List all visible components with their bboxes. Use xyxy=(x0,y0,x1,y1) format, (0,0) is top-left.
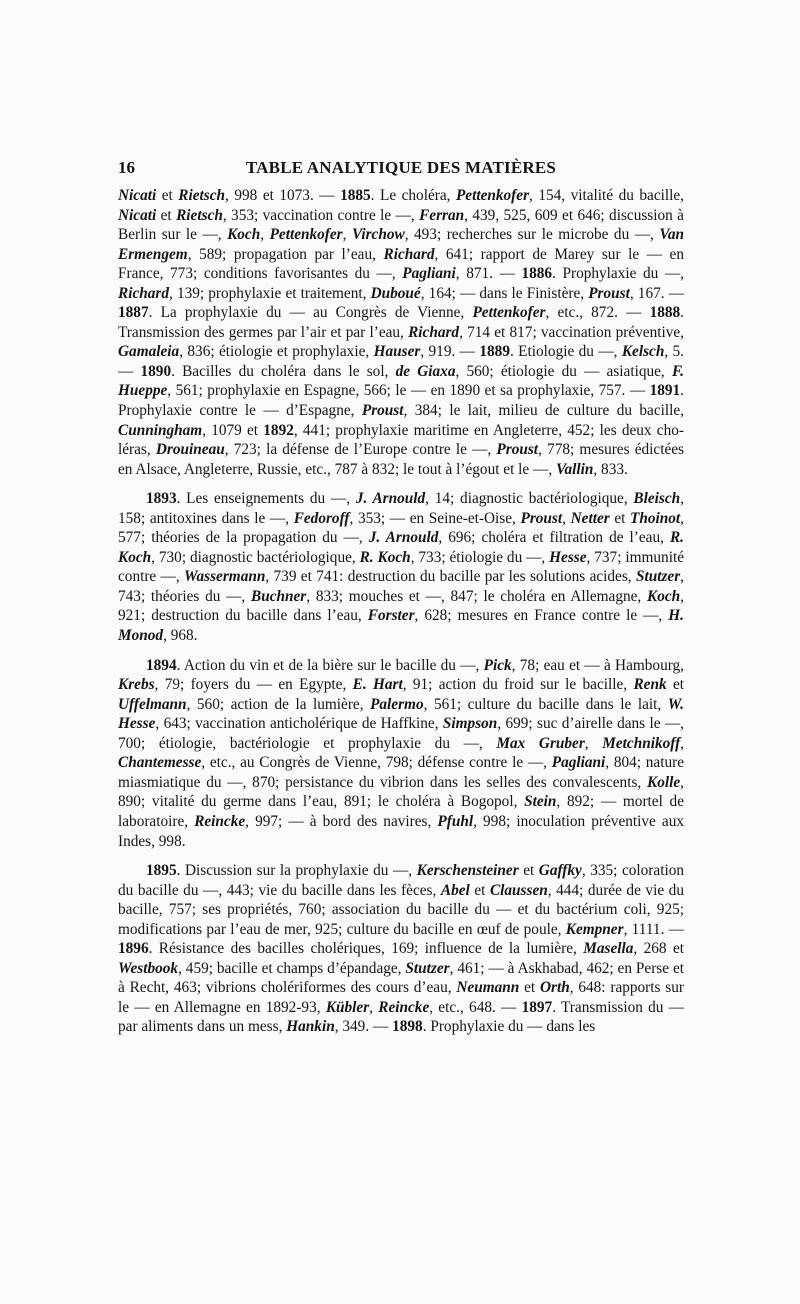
entry-text: et xyxy=(519,979,540,997)
entry-text: , 561; prophylaxie en Espagne, 566; le — en 1890 et sa prophylaxie, 757. — xyxy=(167,382,650,400)
author-name: Fedoroff xyxy=(293,509,350,527)
entry-text: , 560; action de la lumière, xyxy=(186,695,371,713)
entry-text: . Le choléra, xyxy=(370,187,456,204)
entry-text: , 459; bacille et champs d’épandage, xyxy=(178,959,406,977)
entry-text: , 833; mouches et —, 847; le choléra en Allemagne, xyxy=(306,587,647,605)
entry-text: , 699; suc d’airelle dans le —, 700; étiologie, bactériologie et prophylaxie du —, xyxy=(118,715,685,752)
entry-text: , xyxy=(584,734,603,752)
entry-text: . La prophylaxie du — au Congrès de Vienne, xyxy=(148,304,473,322)
author-name: Stutzer xyxy=(635,568,681,586)
author-name: J. Arnould xyxy=(355,490,426,508)
author-name: R. Koch xyxy=(118,529,684,566)
entry-text: , 871. — xyxy=(455,265,522,283)
entry-text: , 997; — à bord des navires, xyxy=(245,812,438,830)
author-name: Gamaleia xyxy=(118,343,180,361)
entry-text: , xyxy=(562,509,571,527)
entry-text: , 461; — à Askhabad, 462; en Perse et à Recht, 463; vibrions cholériformes des cours d’eau, xyxy=(118,959,684,997)
author-name: Vallin xyxy=(555,460,594,478)
author-name: Richard xyxy=(383,245,435,263)
entry-text: , 919. — xyxy=(420,343,480,361)
entry-text: , 998 et 1073. — xyxy=(225,187,341,204)
entry-text: . Etiologie du —, xyxy=(509,343,622,361)
entry-text: , 158; antitoxines dans le —, xyxy=(118,490,684,527)
author-name: Richard xyxy=(408,323,460,341)
author-name: Pettenkofer xyxy=(269,226,343,244)
entry-text: , 439, 525, 609 et 646; discussion à Berlin sur le —, xyxy=(118,206,684,244)
entry-text: , 890; vitalité du germe dans l’eau, 891; le choléra à Bogopol, xyxy=(118,773,684,811)
entry-text: , 968. xyxy=(163,627,198,645)
author-name: Claussen xyxy=(489,881,548,899)
author-name: Thoinot xyxy=(630,509,681,527)
author-name: Proust xyxy=(520,509,563,527)
entry-text: , 353; — en Seine-et-Oise, xyxy=(349,509,521,527)
entry-text: , 1111. — xyxy=(623,920,684,938)
entry-text: . Action du vin et de la bière sur le bacille du —, xyxy=(176,656,484,674)
entry-text: , etc., 648. — xyxy=(429,998,522,1016)
year-heading: 1886 xyxy=(521,265,553,283)
entry-text: . Résistance des bacilles cholériques, 169; influence de la lumière, xyxy=(148,940,584,958)
entry-text: . Prophylaxie du —, xyxy=(552,265,684,283)
entry-text: , 167. — xyxy=(629,284,684,302)
entry-text: , 778; mesures édictées en Alsace, Angleterre, Russie, etc., 787 à 832; le tout à l’égout et le —, xyxy=(118,441,684,478)
index-paragraph xyxy=(118,489,684,645)
author-name: Virchow xyxy=(351,226,405,244)
entry-text: , 353; vaccination contre le —, xyxy=(222,206,420,224)
entry-text: , 561; culture du bacille dans le lait, xyxy=(423,695,668,713)
entry-text: , 921; destruction du bacille dans l’eau, xyxy=(118,587,684,625)
entry-text: . Transmission du — par aliments dans un mess, xyxy=(118,998,684,1036)
entry-text: . Discussion sur la prophylaxie du —, xyxy=(176,862,417,880)
entry-text: , 737; immunité contre —, xyxy=(118,548,684,586)
entry-text: , 5. — xyxy=(118,343,685,380)
author-name: Koch xyxy=(227,226,261,244)
entry-text: et xyxy=(156,187,179,204)
author-name: Richard xyxy=(118,284,169,302)
entry-text: , 641; rapport de Marey sur le — en France, 773; conditions favorisantes du —, xyxy=(118,245,684,283)
year-heading: 1887 xyxy=(118,304,149,322)
year-heading: 1893 xyxy=(146,490,177,508)
entry-text: , 91; action du froid sur le bacille, xyxy=(402,676,634,694)
year-heading: 1894 xyxy=(146,656,177,674)
author-name: Van Ermengem xyxy=(118,226,684,263)
author-name: Ferran xyxy=(419,206,465,224)
entry-text: , 560; étiologie du — asiatique, xyxy=(455,362,672,380)
entry-text: , 739 et 741: destruction du bacille par les solutions acides, xyxy=(265,568,636,586)
entry-text: , 493; recherches sur le microbe du —, xyxy=(404,226,660,244)
year-heading: 1890 xyxy=(140,362,172,380)
author-name: Koch xyxy=(647,587,681,605)
author-name: Abel xyxy=(440,881,470,899)
author-name: Cunningham xyxy=(118,421,203,439)
author-name: Stein xyxy=(524,793,557,811)
entry-text: , 643; vaccination anticholérique de Haffkine, xyxy=(155,715,443,733)
entry-text: , 444; durée de vie du bacille, 757; ses propriétés, 760; association du bacille du — et du bactérium coli, 925; modifications par l’eau de mer, 925; culture du bacille en œuf de poule, xyxy=(118,881,684,938)
author-name: E. Hart xyxy=(352,676,403,694)
entry-text: , 804; nature miasmiatique du —, 870; persistance du vibrion dans les selles des convalescents, xyxy=(118,754,684,791)
author-name: Pettenkofer xyxy=(455,187,530,204)
entry-text: , 335; coloration du bacille du —, 443; vie du bacille dans les fèces, xyxy=(118,862,684,899)
author-name: J. Arnould xyxy=(368,529,439,547)
author-name: Wassermann xyxy=(184,568,266,586)
entry-text: , xyxy=(260,226,270,244)
entry-text: et xyxy=(156,206,177,224)
author-name: Kelsch xyxy=(621,343,665,361)
entry-text: , 139; prophylaxie et traitement, xyxy=(169,284,371,302)
entry-text: et xyxy=(518,862,539,880)
author-name: H. Monod xyxy=(118,607,684,645)
author-name: Pfuhl xyxy=(437,812,474,830)
author-name: Renk xyxy=(633,676,667,694)
entry-text: . Bacilles du choléra dans le sol, xyxy=(171,362,396,380)
entry-text: , 384; le lait, milieu de culture du bacille, xyxy=(403,402,684,420)
author-name: Proust xyxy=(496,441,539,459)
author-name: Kerschensteiner xyxy=(416,862,519,880)
author-name: Pick xyxy=(483,656,512,674)
year-heading: 1891 xyxy=(649,382,681,400)
author-name: F. Hueppe xyxy=(118,362,685,400)
entry-text: , 836; étiologie et prophylaxie, xyxy=(179,343,374,361)
entry-text: . Prophylaxie du — dans les xyxy=(422,1018,596,1036)
author-name: Proust xyxy=(588,284,630,302)
entry-text: et xyxy=(609,509,631,527)
author-name: Uffelmann xyxy=(118,695,187,713)
year-heading: 1898 xyxy=(392,1018,423,1036)
entry-text: , 268 et xyxy=(633,940,684,958)
entry-text: , etc., 872. — xyxy=(545,304,650,322)
entry-text: . Transmission des germes par l’air et par l’eau, xyxy=(118,304,684,341)
entry-text: , 154, vitalité du bacille, xyxy=(529,187,684,204)
author-name: Pagliani xyxy=(551,754,606,772)
author-name: Krebs xyxy=(118,676,155,694)
entry-text: , 723; la défense de l’Europe contre le —, xyxy=(224,441,497,459)
entry-text: , 714 et 817; vaccination préventive, xyxy=(459,323,684,341)
author-name: Max Gruber xyxy=(496,734,585,752)
author-name: Stutzer xyxy=(405,959,450,977)
author-name: Westbook xyxy=(118,959,179,977)
year-heading: 1885 xyxy=(340,187,371,204)
author-name: Hesse xyxy=(549,548,587,566)
author-name: Reincke xyxy=(194,812,246,830)
entry-text: , etc., au Congrès de Vienne, 798; défense contre le —, xyxy=(201,754,552,772)
author-name: R. Koch xyxy=(359,548,411,566)
author-name: Metchnikoff xyxy=(602,734,681,752)
author-name: Duboué xyxy=(370,284,421,302)
page-header xyxy=(118,158,684,180)
entry-text: , 14; diagnostic bactériologique, xyxy=(425,490,634,508)
index-paragraph xyxy=(118,861,684,1037)
author-name: Proust xyxy=(361,402,404,420)
entry-text: , 892; — mortel de laboratoire, xyxy=(118,793,684,830)
entry-text: , 998; inoculation préventive aux Indes, 998. xyxy=(118,812,685,850)
author-name: Rietsch xyxy=(178,187,226,204)
author-name: Rietsch xyxy=(176,206,223,224)
author-name: W. Hesse xyxy=(118,695,684,733)
author-name: Gaffky xyxy=(538,862,582,880)
entry-text: , 441; prophylaxie maritime en Angleterre, 452; les deux choléras, xyxy=(118,421,684,459)
author-name: Netter xyxy=(570,509,610,527)
author-name: Simpson xyxy=(442,715,498,733)
entry-text: , 833. xyxy=(593,460,628,478)
author-name: Kübler xyxy=(325,998,370,1016)
year-heading: 1895 xyxy=(146,862,177,880)
author-name: Nicati xyxy=(118,187,157,204)
author-name: Pagliani xyxy=(402,265,456,283)
entry-text: , 733; étiologie du —, xyxy=(410,548,550,566)
entry-text: , 628; mesures en France contre le —, xyxy=(414,607,669,625)
author-name: Hauser xyxy=(373,343,421,361)
entry-text: , 648: rapports sur le — en Allemagne en 1892-93, xyxy=(118,979,684,1016)
entry-text: , 730; diagnostic bactériologique, xyxy=(151,548,360,566)
entry-text: . Prophylaxie contre le — d’Espagne, xyxy=(118,382,684,420)
author-name: Buchner xyxy=(251,587,307,605)
entry-text: , 1079 et xyxy=(202,421,264,439)
author-name: Reincke xyxy=(378,998,430,1016)
author-name: Forster xyxy=(367,607,415,625)
entry-text: , 696; choléra et filtration de l’eau, xyxy=(438,529,670,547)
author-name: de Giaxa xyxy=(395,362,456,380)
entry-text: et xyxy=(469,881,490,899)
entry-text: , 349. — xyxy=(334,1018,393,1036)
year-heading: 1897 xyxy=(521,998,553,1016)
author-name: Hankin xyxy=(286,1018,335,1036)
author-name: Orth xyxy=(539,979,570,997)
year-heading: 1889 xyxy=(479,343,510,361)
entry-text: , xyxy=(369,998,379,1016)
entry-text: , 78; eau et — à Hambourg, xyxy=(511,656,685,674)
entry-text: et xyxy=(666,676,684,694)
author-name: Pettenkofer xyxy=(472,304,546,322)
index-paragraph xyxy=(118,186,684,479)
author-name: Kempner xyxy=(565,920,624,938)
entry-text: , xyxy=(680,734,684,752)
year-heading: 1888 xyxy=(649,304,681,322)
entry-text: , 589; propagation par l’eau, xyxy=(187,245,384,263)
entry-text: . Les enseignements du —, xyxy=(176,490,356,508)
year-heading: 1892 xyxy=(263,421,294,439)
author-name: Drouineau xyxy=(155,441,225,459)
author-name: Nicati xyxy=(118,206,157,224)
author-name: Chantemesse xyxy=(118,754,202,772)
author-name: Kolle xyxy=(647,773,681,791)
entry-text: , 164; — dans le Finistère, xyxy=(420,284,589,302)
author-name: Palermo xyxy=(370,695,424,713)
entry-text: , 79; foyers du — en Egypte, xyxy=(154,676,353,694)
author-name: Neumann xyxy=(456,979,520,997)
index-body xyxy=(118,186,684,1037)
index-paragraph xyxy=(118,656,684,851)
entry-text: , 743; théories du —, xyxy=(118,568,684,605)
running-title: TABLE ANALYTIQUE DES MATIÈRES xyxy=(245,158,557,177)
author-name: Masella xyxy=(583,940,634,958)
author-name: Bleisch xyxy=(633,490,681,508)
page-number: 16 xyxy=(118,158,135,177)
entry-text: , xyxy=(342,226,352,244)
year-heading: 1896 xyxy=(118,940,149,958)
entry-text: , 577; théories de la propagation du —, xyxy=(118,509,684,547)
